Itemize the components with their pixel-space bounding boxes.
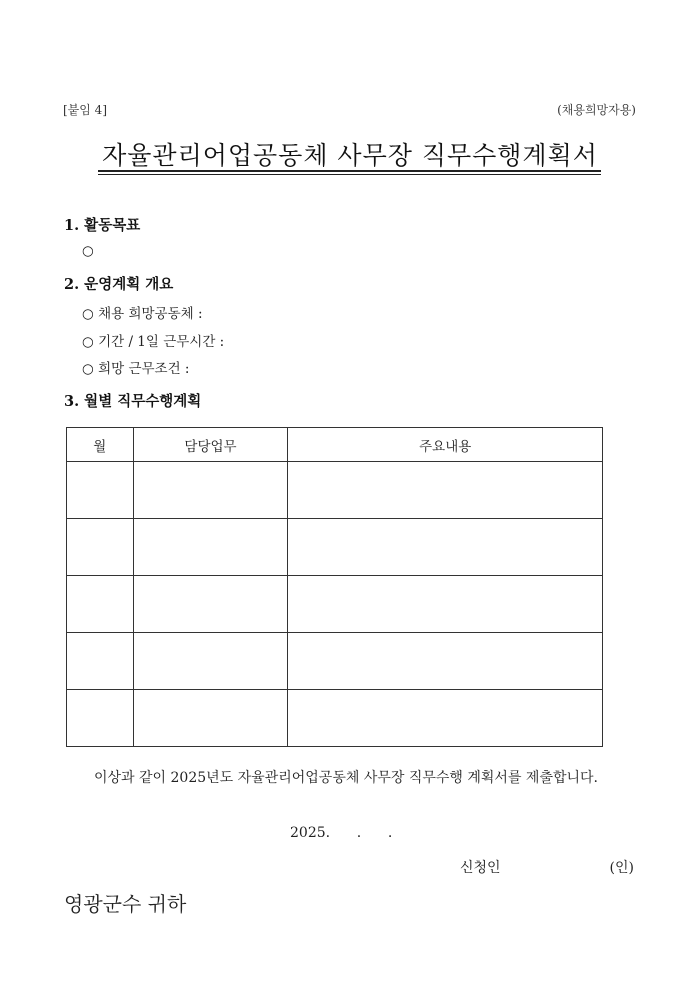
month-cell[interactable]: [67, 690, 134, 747]
table-row: [67, 633, 603, 690]
details-cell[interactable]: [288, 576, 603, 633]
desired-conditions-field: ○ 희망 근무조건 :: [82, 361, 190, 377]
duty-cell[interactable]: [133, 576, 288, 633]
period-hours-field: ○ 기간 / 1일 근무시간 :: [82, 334, 225, 350]
submission-statement: 이상과 같이 2025년도 자율관리어업공동체 사무장 직무수행 계획서를 제출합니다.: [94, 770, 598, 786]
duty-cell[interactable]: [133, 690, 288, 747]
section-heading-activity-goal: 1. 활동목표: [64, 217, 141, 234]
section-heading-monthly-plan: 3. 월별 직무수행계획: [64, 393, 202, 410]
title-underline-thin: [98, 174, 601, 175]
details-cell[interactable]: [288, 690, 603, 747]
month-cell[interactable]: [67, 519, 134, 576]
table-row: [67, 462, 603, 519]
month-cell[interactable]: [67, 633, 134, 690]
section-heading-operation-plan: 2. 운영계획 개요: [64, 276, 174, 293]
table-row: [67, 690, 603, 747]
desired-community-field: ○ 채용 희망공동체 :: [82, 306, 203, 322]
details-cell[interactable]: [288, 633, 603, 690]
submission-date: 2025. . .: [290, 825, 393, 841]
table-header-row: [67, 428, 603, 462]
attachment-label: [붙임 4]: [63, 103, 107, 117]
recipient: 영광군수 귀하: [64, 892, 187, 916]
details-cell[interactable]: [288, 462, 603, 519]
details-cell[interactable]: [288, 519, 603, 576]
title-underline: [98, 170, 601, 172]
column-header-month: 월: [67, 428, 134, 462]
column-header-duty: 담당업무: [133, 428, 288, 462]
month-cell[interactable]: [67, 462, 134, 519]
usage-label: (채용희망자용): [557, 103, 636, 117]
duty-cell[interactable]: [133, 462, 288, 519]
applicant-label: 신청인: [460, 860, 501, 876]
duty-cell[interactable]: [133, 519, 288, 576]
seal-label: (인): [609, 860, 634, 876]
month-cell[interactable]: [67, 576, 134, 633]
monthly-plan-table: [66, 427, 603, 747]
duty-cell[interactable]: [133, 633, 288, 690]
document-title: 자율관리어업공동체 사무장 직무수행계획서: [102, 141, 598, 170]
activity-goal-item: ○: [82, 243, 94, 259]
table-row: [67, 576, 603, 633]
column-header-details: 주요내용: [288, 428, 603, 462]
table-row: [67, 519, 603, 576]
